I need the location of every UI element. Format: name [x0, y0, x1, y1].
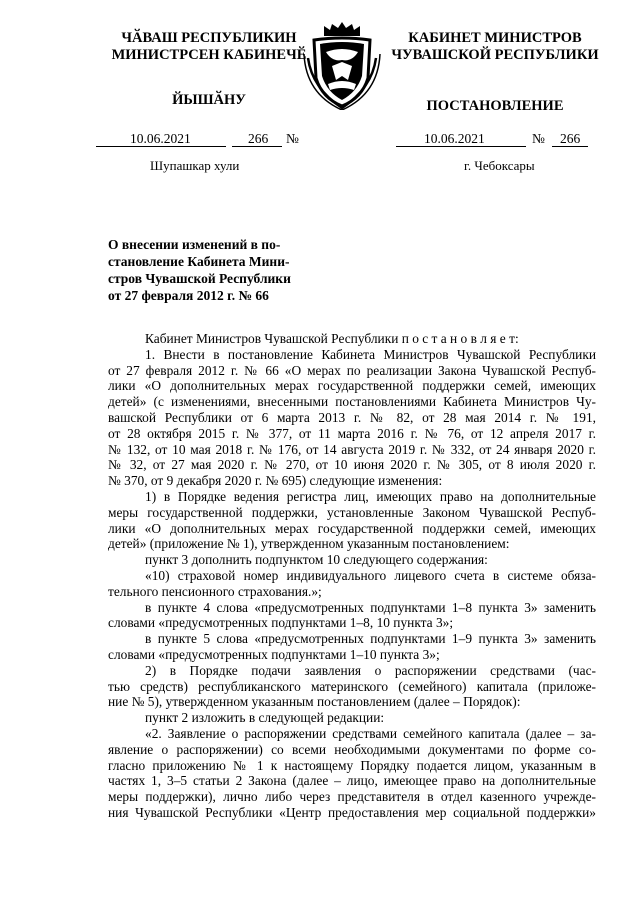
body-line: от 27 февраля 2012 г. № 66 «О мерах по реализации Закона Чувашской Респуб- — [108, 362, 596, 378]
body-line: детей» (приложение № 1), утвержденном указанным постановлением: — [108, 536, 510, 552]
city-russian: г. Чебоксары — [464, 158, 535, 173]
body-line: № 32, от 27 мая 2020 г. № 270, от 10 июня 2020 г. № 305, от 8 июля 2020 г. — [108, 457, 596, 473]
body-line: 2) в Порядке подачи заявления о распоряжении средствами (час- — [145, 662, 596, 678]
body-line: тью средств) республиканского материнского (семейного) капитала (приложе- — [108, 678, 596, 694]
body-line: пункт 2 изложить в следующей редакции: — [145, 710, 385, 726]
issuer-name-russian — [390, 30, 600, 64]
number-left: 266 — [248, 131, 269, 146]
document-body — [108, 331, 596, 821]
doc-type-chuvash: ЙЫШӐНУ — [172, 92, 246, 108]
body-line: № 132, от 10 мая 2018 г. № 176, от 14 августа 2019 г. № 332, от 24 января 2020 г. — [108, 441, 596, 457]
coat-of-arms-emblem — [302, 18, 382, 110]
subject-line: от 27 февраля 2012 г. № 66 — [108, 288, 269, 303]
body-line: в пункте 5 слова «предусмотренных подпунктами 1–9 пункта 3» заменить — [145, 631, 596, 647]
body-line: ние № 5), утвержденном указанным постановлением (далее – Порядок): — [108, 694, 521, 710]
body-line: лики «О дополнительных мерах государственной поддержки семей, имеющих — [108, 520, 596, 536]
date-left: 10.06.2021 — [130, 131, 191, 146]
doc-type-russian: ПОСТАНОВЛЕНИЕ — [426, 98, 564, 114]
body-line: № 370, от 9 декабря 2020 г. № 695) следующие изменения: — [108, 473, 443, 489]
number-sign-left: № — [286, 131, 299, 146]
body-line: от 28 октября 2015 г. № 377, от 11 марта 2016 г. № 76, от 12 апреля 2017 г. — [108, 425, 596, 441]
issuer-line-1: ЧӐВАШ РЕСПУБЛИКИН — [121, 30, 297, 46]
subject-line: стров Чувашской Республики — [108, 271, 291, 286]
body-line: Кабинет Министров Чувашской Республики п о с т а н о в л я е т: — [145, 331, 519, 346]
body-line: тельного пенсионного страхования.»; — [108, 583, 322, 599]
number-sign-right: № — [532, 131, 545, 146]
body-line: «10) страховой номер индивидуального лицевого счета в системе обяза- — [145, 567, 596, 583]
body-line: «2. Заявление о распоряжении средствами семейного капитала (далее – за- — [145, 725, 596, 741]
city-chuvash: Шупашкар хули — [150, 158, 240, 173]
body-line: пункт 3 дополнить подпунктом 10 следующего содержания: — [145, 552, 488, 568]
document-subject — [108, 236, 303, 304]
body-line: словами «предусмотренных подпунктами 1–8, 10 пункта 3»; — [108, 615, 454, 631]
body-line: ния Чувашской Республики «Центр предоставления мер социальной поддержки» — [108, 804, 596, 820]
subject-line: О внесении изменений в по- — [108, 237, 281, 252]
number-right: 266 — [560, 131, 581, 146]
date-number-line-left — [96, 131, 316, 149]
issuer-line-1: КАБИНЕТ МИНИСТРОВ — [408, 30, 582, 46]
issuer-line-2: МИНИСТРСЕН КАБИНЕЧӖ — [111, 47, 307, 63]
date-right: 10.06.2021 — [424, 131, 485, 146]
body-line: гласно приложению № 1 к настоящему Порядку подается лицом, указанным в — [108, 757, 596, 773]
body-line: меры поддержки), лично либо через представителя в отдел казенного учрежде- — [108, 789, 596, 805]
body-line: 1) в Порядке ведения регистра лиц, имеющих право на дополнительные — [145, 488, 596, 504]
body-line: лики «О дополнительных мерах государственной поддержки семей, имеющих — [108, 378, 596, 394]
body-line: в пункте 4 слова «предусмотренных подпунктами 1–8 пункта 3» заменить — [145, 599, 596, 615]
subject-line: становление Кабинета Мини- — [108, 254, 290, 269]
body-line: вашской Республики от 6 марта 2013 г. № 82, от 28 мая 2014 г. № 191, — [108, 409, 596, 425]
body-line: детей» (с изменениями, внесенными постановлениями Кабинета Министров Чу- — [108, 394, 596, 410]
issuer-name-chuvash — [104, 30, 314, 64]
body-line: явление о распоряжении) со всеми необходимыми документами по форме со- — [108, 741, 596, 757]
issuer-line-2: ЧУВАШСКОЙ РЕСПУБЛИКИ — [391, 47, 599, 63]
body-line: словами «предусмотренных подпунктами 1–10 пункта 3»; — [108, 646, 440, 662]
body-line: частях 1, 3–5 статьи 2 Закона (далее – лицо, имеющее право на дополнительные — [108, 773, 596, 789]
body-line: меры государственной поддержки, установленные Законом Чувашской Респуб- — [108, 504, 596, 520]
date-number-line-right — [396, 131, 596, 149]
body-line: 1. Внести в постановление Кабинета Министров Чувашской Республики — [145, 346, 596, 362]
